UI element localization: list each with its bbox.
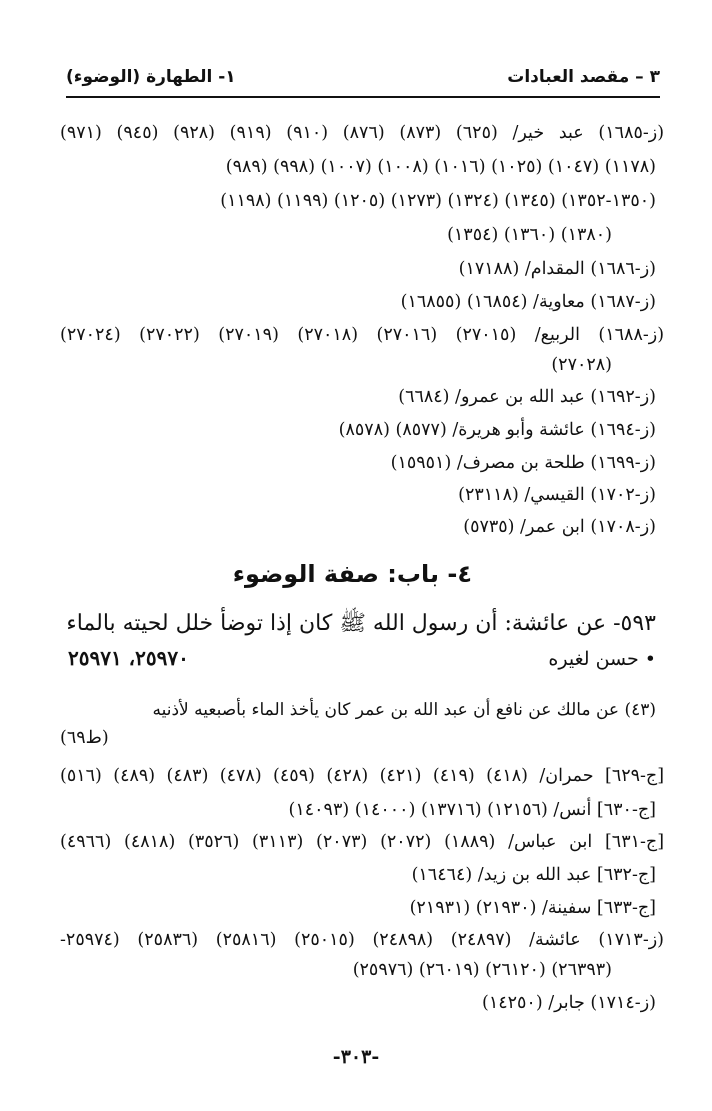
running-header — [66, 64, 660, 90]
ref-line: (٢٧٠٢٨) — [551, 355, 612, 375]
ref-line: (ز-١٦٨٨) الربيع/ (٢٧٠١٥) (٢٧٠١٦) (٢٧٠١٨) (٢٧٠١٩) (٢٧٠٢٢) (٢٧٠٢٤) — [60, 325, 665, 345]
ref-line: [ج-٦٣٣] سفينة/ (٢١٩٣٠) (٢١٩٣١) — [409, 898, 656, 918]
ref-line: (ز-١٧٠٢) القيسي/ (٢٣١١٨) — [458, 485, 656, 505]
ref-line: (٢٥٩٧٦) (٢٦٠١٩) (٢٦١٢٠) (٢٦٣٩٣) — [352, 960, 612, 980]
ref-line: [ج-٦٣١] ابن عباس/ (١٨٨٩) (٢٠٧٢) (٢٠٧٣) (٣١١٣) (٣٥٢٦) (٤٨١٨) (٤٩٦٦) — [60, 832, 665, 852]
chapter-title: ٤- باب: صفة الوضوء — [232, 560, 472, 588]
header-chapter: ١- الطهارة (الوضوء) — [66, 67, 236, 87]
ref-line: (٩٨٩) (٩٩٨) (١٠٠٧) (١٠٠٨) (١٠١٦) (١٠٢٥) (١٠٤٧) (١١٧٨) — [225, 157, 656, 177]
malik-reference: (ط٦٩) — [60, 728, 109, 748]
ref-line: [ج-٦٣٢] عبد الله بن زيد/ (١٦٤٦٤) — [411, 865, 656, 885]
ref-line: (ز-١٦٨٦) المقدام/ (١٧١٨٨) — [458, 259, 656, 279]
ref-line: (١٣٥٤) (١٣٦٠) (١٣٨٠) — [447, 225, 612, 245]
page-number: -٣٠٣- — [332, 1046, 380, 1068]
ref-line: (١١٩٨) (١١٩٩) (١٢٠٥) (١٢٧٣) (١٣٢٤) (١٣٤٥) (١٣٥٠-١٣٥٢) — [220, 191, 656, 211]
ref-line: (ز-١٦٩٢) عبد الله بن عمرو/ (٦٦٨٤) — [398, 387, 656, 407]
ref-line: (ز-١٧١٤) جابر/ (١٤٢٥٠) — [482, 993, 656, 1013]
ref-line: (ز-١٦٩٩) طلحة بن مصرف/ (١٥٩٥١) — [390, 453, 656, 473]
hadith-text: ٥٩٣- عن عائشة: أن رسول الله ﷺ كان إذا توضأ خلل لحيته بالماء — [66, 611, 656, 636]
ref-line: (ز-١٧١٣) عائشة/ (٢٤٨٩٧) (٢٤٨٩٨) (٢٥٠١٥) (٢٥٨١٦) (٢٥٨٣٦) (٢٥٩٧٤- — [60, 930, 665, 950]
grade-references: ٢٥٩٧٠، ٢٥٩٧١ — [68, 646, 189, 670]
ref-line: (ز-١٦٩٤) عائشة وأبو هريرة/ (٨٥٧٧) (٨٥٧٨) — [338, 420, 656, 440]
malik-narration: (٤٣) عن مالك عن نافع أن عبد الله بن عمر كان يأخذ الماء بأصبعيه لأذنيه — [152, 700, 656, 720]
ref-line: (ز-١٧٠٨) ابن عمر/ (٥٧٣٥) — [463, 517, 656, 537]
hadith-grade: • حسن لغيره — [548, 648, 656, 670]
ref-line: (ز-١٦٨٧) معاوية/ (١٦٨٥٤) (١٦٨٥٥) — [400, 292, 656, 312]
header-divider — [66, 96, 660, 98]
ref-line: [ج-٦٢٩] حمران/ (٤١٨) (٤١٩) (٤٢١) (٤٢٨) (٤٥٩) (٤٧٨) (٤٨٣) (٤٨٩) (٥١٦) — [60, 766, 665, 786]
header-book: ٣ – مقصد العبادات — [507, 67, 660, 87]
ref-line: [ج-٦٣٠] أنس/ (١٢١٥٦) (١٣٧١٦) (١٤٠٠٠) (١٤٠٩٣) — [288, 800, 656, 820]
ref-line: (ز-١٦٨٥) عبد خير/ (٦٢٥) (٨٧٣) (٨٧٦) (٩١٠) (٩١٩) (٩٢٨) (٩٤٥) (٩٧١) — [60, 123, 665, 143]
